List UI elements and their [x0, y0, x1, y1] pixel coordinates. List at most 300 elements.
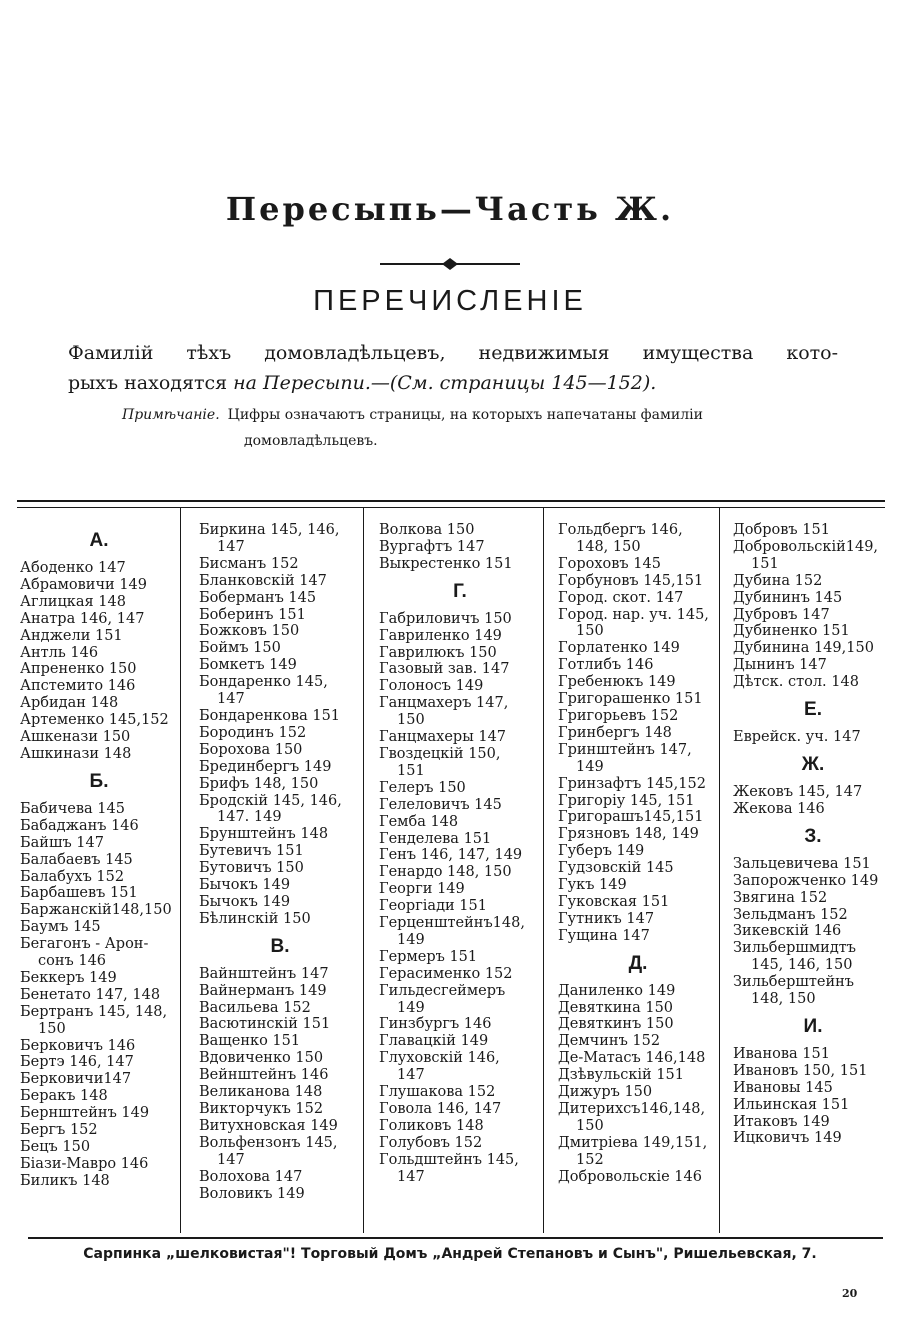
entry-text: Бутевичъ 151 — [199, 843, 304, 860]
entry-text: Вайнштейнъ 147 — [199, 965, 329, 982]
index-entry — [733, 873, 893, 890]
entry-text: Георги 149 — [379, 881, 465, 898]
index-entry — [20, 1054, 178, 1071]
index-entry — [199, 607, 361, 624]
entry-text: Балабаевъ 145 — [20, 851, 133, 868]
index-entry — [558, 1169, 718, 1186]
index-entry — [379, 864, 541, 881]
index-entry — [199, 877, 361, 894]
letter-heading: В. — [270, 935, 290, 957]
entry-continuation: 147 — [217, 538, 245, 555]
entry-text: Гильдесгеймеръ — [379, 982, 506, 999]
entry-text: Гущина 147 — [558, 927, 650, 944]
index-entry — [558, 1084, 718, 1101]
entry-text: Вольфензонъ 145, — [199, 1134, 338, 1151]
index-entry — [379, 1101, 541, 1118]
entry-text: Баумъ 145 — [20, 919, 101, 936]
title-ornament — [380, 258, 520, 270]
entry-text: Дижуръ 150 — [558, 1084, 653, 1101]
index-entry — [733, 539, 893, 573]
index-column-2 — [199, 522, 361, 1202]
index-entry — [558, 573, 718, 590]
entry-text: Ашкенази 150 — [20, 729, 131, 746]
entry-text: Васильева 152 — [199, 999, 311, 1016]
index-entry — [379, 539, 541, 556]
index-entry — [20, 695, 178, 712]
index-entry — [20, 1156, 178, 1173]
index-entry — [558, 843, 718, 860]
intro-line-2-plain: рыхъ находятся — [68, 372, 234, 394]
entry-text: Ивановы 145 — [733, 1079, 833, 1096]
entry-text: Гутникъ 147 — [558, 910, 655, 927]
index-entry — [733, 640, 893, 657]
entry-text: Еврейск. уч. 147 — [733, 729, 861, 746]
entry-text: Берковичъ 146 — [20, 1037, 136, 1054]
entry-text: Біази-Мавро 146 — [20, 1155, 149, 1172]
index-entry — [20, 712, 178, 729]
index-entry — [379, 1152, 541, 1186]
index-entry — [20, 919, 178, 936]
column-divider — [363, 508, 364, 1233]
index-entry — [733, 590, 893, 607]
index-entry — [733, 940, 893, 974]
entry-text: Бегагонъ - Арон- — [20, 936, 149, 953]
entry-text: Гудзовскій 145 — [558, 860, 674, 877]
entry-text: Добровъ 151 — [733, 522, 830, 538]
entry-text: Васютинскій 151 — [199, 1016, 331, 1033]
index-entry — [733, 974, 893, 1008]
entry-text: Брединбергъ 149 — [199, 758, 332, 775]
index-entry — [199, 1101, 361, 1118]
index-entry — [199, 1186, 361, 1203]
index-entry — [199, 894, 361, 911]
index-entry — [379, 1135, 541, 1152]
entry-text: Бродскій 145, 146, — [199, 792, 342, 809]
index-entry — [733, 907, 893, 924]
index-entry — [733, 1114, 893, 1131]
entry-text: Голубовъ 152 — [379, 1134, 483, 1151]
note — [122, 402, 822, 454]
entry-continuation: 149 — [397, 999, 425, 1016]
index-entry — [733, 923, 893, 940]
index-entry — [379, 1016, 541, 1033]
index-entry — [199, 1067, 361, 1084]
entry-text: Гринзафтъ 145,152 — [558, 775, 706, 792]
index-entry — [199, 1169, 361, 1186]
entry-text: Зильбершмидтъ — [733, 940, 856, 957]
index-entry — [379, 746, 541, 780]
index-entry — [199, 776, 361, 793]
entry-text: Зальцевичева 151 — [733, 855, 871, 872]
entry-text: Великанова 148 — [199, 1084, 323, 1101]
entry-text: Дубиненко 151 — [733, 623, 850, 640]
entry-text: Дѣтск. стол. 148 — [733, 674, 859, 691]
note-text-1: Цифры означаютъ страницы, на которыхъ напечатаны фамиліи — [227, 407, 703, 423]
index-entry — [20, 1071, 178, 1088]
page-number: 20 — [842, 1287, 858, 1300]
index-entry — [733, 657, 893, 674]
index-entry — [379, 1050, 541, 1084]
index-entry — [558, 657, 718, 674]
index-entry — [379, 645, 541, 662]
index-entry — [20, 987, 178, 1004]
index-entry — [733, 856, 893, 873]
entry-text: Байшъ 147 — [20, 834, 104, 851]
entry-continuation: 150 — [576, 623, 604, 640]
entry-text: Ганцмахеръ 147, — [379, 695, 509, 712]
entry-text: Ильинская 151 — [733, 1096, 850, 1113]
entry-text: Гаврилюкъ 150 — [379, 644, 497, 661]
entry-text: Гольдбергъ 146, — [558, 522, 683, 538]
index-entry — [558, 1033, 718, 1050]
index-entry — [199, 573, 361, 590]
index-entry — [558, 1000, 718, 1017]
index-entry — [558, 1050, 718, 1067]
entry-text: Боймъ 150 — [199, 640, 281, 657]
entry-text: Гинзбургъ 146 — [379, 1016, 492, 1033]
intro-paragraph — [68, 338, 838, 398]
index-entry — [20, 801, 178, 818]
index-column-3 — [379, 522, 541, 1186]
entry-text: Бернштейнъ 149 — [20, 1105, 150, 1122]
entry-text: Гороховъ 145 — [558, 555, 661, 572]
index-entry — [199, 657, 361, 674]
entry-text: Апстемито 146 — [20, 678, 136, 695]
index-entry — [558, 640, 718, 657]
index-entry — [199, 742, 361, 759]
entry-text: Гольдштейнъ 145, — [379, 1151, 519, 1168]
entry-continuation: 147 — [217, 1151, 245, 1168]
index-entry — [199, 983, 361, 1000]
entry-text: Дмитріева 149,151, — [558, 1134, 708, 1151]
index-entry — [558, 894, 718, 911]
entry-continuation: 150 — [576, 1117, 604, 1134]
entry-text: Город. скот. 147 — [558, 589, 684, 606]
index-entry — [379, 881, 541, 898]
entry-text: Добровольскій149, — [733, 538, 879, 555]
entry-text: Ивановъ 150, 151 — [733, 1062, 868, 1079]
entry-text: Даниленко 149 — [558, 982, 676, 999]
index-entry — [733, 573, 893, 590]
index-entry — [733, 784, 893, 801]
index-entry — [379, 1084, 541, 1101]
entry-text: Анатра 146, 147 — [20, 610, 145, 627]
entry-text: Беракъ 148 — [20, 1088, 108, 1105]
index-entry — [20, 678, 178, 695]
entry-text: Гелеръ 150 — [379, 779, 466, 796]
index-entry — [733, 801, 893, 818]
index-entry — [20, 746, 178, 763]
index-entry — [379, 780, 541, 797]
index-entry — [20, 852, 178, 869]
entry-text: Газовый зав. 147 — [379, 661, 510, 678]
entry-text: Итаковъ 149 — [733, 1113, 830, 1130]
intro-line-2 — [68, 368, 838, 398]
entry-text: Аглицкая 148 — [20, 593, 126, 610]
entry-continuation: 148, 150 — [576, 538, 641, 555]
index-entry — [20, 1004, 178, 1038]
index-entry — [199, 826, 361, 843]
entry-text: Габриловичъ 150 — [379, 610, 512, 627]
index-entry — [379, 661, 541, 678]
index-entry — [379, 814, 541, 831]
index-entry — [199, 1118, 361, 1135]
index-entry — [199, 1016, 361, 1033]
entry-text: Девяткина 150 — [558, 999, 674, 1016]
entry-text: Ицковичъ 149 — [733, 1130, 842, 1147]
entry-continuation: сонъ 146 — [38, 953, 107, 970]
index-entry — [379, 522, 541, 539]
entry-text: Бомкетъ 149 — [199, 657, 297, 674]
index-entry — [199, 1000, 361, 1017]
entry-text: Волохова 147 — [199, 1168, 303, 1185]
index-entry — [20, 869, 178, 886]
index-entry — [379, 695, 541, 729]
index-entry — [199, 966, 361, 983]
index-entry — [733, 522, 893, 539]
entry-text: Боберманъ 145 — [199, 589, 317, 606]
index-entry — [20, 1038, 178, 1055]
entry-text: Де-Матасъ 146,148 — [558, 1050, 706, 1067]
index-entry — [379, 949, 541, 966]
entry-text: Генардо 148, 150 — [379, 864, 512, 881]
ornament-diamond — [442, 258, 458, 270]
index-entry — [199, 1050, 361, 1067]
entry-text: Барбашевъ 151 — [20, 885, 138, 902]
index-entry — [20, 818, 178, 835]
index-entry — [379, 1033, 541, 1050]
top-rule — [17, 500, 885, 508]
entry-text: Георгіади 151 — [379, 898, 487, 915]
index-entry — [558, 1016, 718, 1033]
entry-text: Город. нар. уч. 145, — [558, 606, 709, 623]
entry-text: Демчинъ 152 — [558, 1033, 661, 1050]
entry-text: Волкова 150 — [379, 522, 475, 538]
entry-text: Гринбергъ 148 — [558, 724, 672, 741]
index-entry — [199, 522, 361, 556]
entry-text: Губеръ 149 — [558, 843, 645, 860]
entry-text: Бенетато 147, 148 — [20, 986, 161, 1003]
entry-text: Бычокъ 149 — [199, 877, 291, 894]
letter-heading: И. — [803, 1015, 823, 1037]
index-entry — [558, 776, 718, 793]
index-entry — [20, 645, 178, 662]
entry-continuation: 145, 146, 150 — [751, 957, 853, 974]
index-entry — [558, 809, 718, 826]
index-entry — [558, 556, 718, 573]
letter-heading: Б. — [89, 770, 109, 792]
entry-continuation: 151 — [397, 762, 425, 779]
entry-text: Ващенко 151 — [199, 1033, 301, 1050]
entry-text: Грязновъ 148, 149 — [558, 826, 699, 843]
entry-text: Бабичева 145 — [20, 800, 125, 817]
entry-text: Баржанскій148,150 — [20, 902, 172, 919]
entry-text: Дынинъ 147 — [733, 657, 827, 674]
section-heading: ПЕРЕЧИСЛЕНІЕ — [313, 285, 587, 317]
entry-text: Абоденко 147 — [20, 560, 126, 576]
entry-text: Бородинъ 152 — [199, 724, 307, 741]
entry-continuation: 147 — [397, 1067, 425, 1084]
index-entry — [199, 725, 361, 742]
entry-text: Брифъ 148, 150 — [199, 775, 319, 792]
index-entry — [558, 1101, 718, 1135]
entry-text: Апрененко 150 — [20, 661, 137, 678]
entry-text: Готлибъ 146 — [558, 657, 654, 674]
entry-continuation: 149 — [397, 931, 425, 948]
entry-text: Григорашенко 151 — [558, 691, 703, 708]
entry-text: Беккеръ 149 — [20, 969, 117, 986]
entry-text: Бондаренко 145, — [199, 674, 328, 691]
index-entry — [379, 678, 541, 695]
entry-text: Зикевскій 146 — [733, 923, 842, 940]
index-column-1 — [20, 522, 178, 1190]
index-entry — [20, 885, 178, 902]
index-entry — [733, 607, 893, 624]
entry-text: Божковъ 150 — [199, 623, 300, 640]
index-entry — [379, 729, 541, 746]
entry-text: Глуховскій 146, — [379, 1050, 500, 1067]
entry-continuation: 147 — [217, 691, 245, 708]
index-entry — [733, 729, 893, 746]
entry-text: Бычокъ 149 — [199, 893, 291, 910]
entry-text: Жековъ 145, 147 — [733, 783, 863, 800]
index-entry — [558, 607, 718, 641]
letter-heading: Г. — [453, 580, 467, 602]
index-entry — [199, 911, 361, 928]
index-entry — [558, 860, 718, 877]
entry-text: Звягина 152 — [733, 889, 828, 906]
index-entry — [199, 640, 361, 657]
entry-continuation: 147. 149 — [217, 809, 282, 826]
index-entry — [733, 1130, 893, 1147]
index-entry — [20, 560, 178, 577]
intro-line-1: Фамилій тѣхъ домовладѣльцевъ, недвижимыя имущества кото- — [68, 342, 838, 364]
letter-heading: З. — [804, 825, 822, 847]
index-entry — [558, 793, 718, 810]
entry-text: Жекова 146 — [733, 800, 825, 817]
entry-text: Дубина 152 — [733, 572, 823, 589]
index-entry — [558, 725, 718, 742]
index-entry — [20, 902, 178, 919]
entry-text: Бертэ 146, 147 — [20, 1054, 134, 1071]
letter-heading: А. — [89, 530, 109, 551]
entry-continuation: 152 — [576, 1151, 604, 1168]
index-entry — [20, 1173, 178, 1190]
entry-text: Девяткинъ 150 — [558, 1016, 674, 1033]
index-entry — [199, 623, 361, 640]
index-entry — [558, 674, 718, 691]
index-entry — [558, 522, 718, 556]
entry-text: Гукъ 149 — [558, 877, 627, 894]
index-entry — [199, 843, 361, 860]
entry-text: Анджели 151 — [20, 627, 123, 644]
index-entry — [20, 936, 178, 970]
index-entry — [20, 835, 178, 852]
entry-text: Герценштейнъ148, — [379, 915, 525, 932]
page-title: Пересыпь—Часть Ж. — [225, 190, 675, 228]
letter-heading: Ж. — [801, 753, 825, 775]
index-entry — [733, 890, 893, 907]
index-entry — [379, 831, 541, 848]
entry-text: Бецъ 150 — [20, 1139, 91, 1155]
entry-text: Григоріу 145, 151 — [558, 792, 695, 809]
letter-heading: Е. — [804, 699, 822, 721]
entry-text: Генделева 151 — [379, 830, 492, 847]
entry-continuation: 151 — [751, 555, 779, 572]
entry-text: Биликъ 148 — [20, 1172, 110, 1189]
index-entry — [558, 708, 718, 725]
entry-text: Бабаджанъ 146 — [20, 817, 139, 834]
note-label: Примѣчаніе. — [122, 407, 220, 423]
entry-text: Говола 146, 147 — [379, 1101, 502, 1117]
entry-text: Берковичи147 — [20, 1071, 132, 1088]
column-divider — [180, 508, 181, 1233]
index-entry — [199, 674, 361, 708]
entry-text: Бутовичъ 150 — [199, 860, 304, 877]
entry-text: Горбуновъ 145,151 — [558, 572, 704, 589]
entry-text: Гавриленко 149 — [379, 627, 502, 644]
index-entry — [379, 1118, 541, 1135]
entry-text: Григорашъ145,151 — [558, 809, 704, 826]
entry-text: Зельдманъ 152 — [733, 906, 848, 923]
entry-text: Артеменко 145,152 — [20, 712, 169, 729]
entry-text: Вдовиченко 150 — [199, 1050, 324, 1067]
index-entry — [20, 611, 178, 628]
entry-continuation: 150 — [38, 1020, 66, 1037]
entry-text: Витухновская 149 — [199, 1117, 338, 1134]
entry-text: Гелеловичъ 145 — [379, 796, 502, 813]
index-entry — [20, 1122, 178, 1139]
entry-text: Дубровъ 147 — [733, 606, 830, 623]
entry-text: Бергъ 152 — [20, 1122, 98, 1139]
entry-text: Бондаренкова 151 — [199, 707, 341, 724]
intro-line-2-italic: на Пересыпи.—(См. страницы 145—152). — [233, 372, 657, 394]
index-entry — [558, 928, 718, 945]
entry-continuation: 149 — [576, 758, 604, 775]
index-entry — [199, 556, 361, 573]
index-entry — [20, 970, 178, 987]
entry-text: Вургафтъ 147 — [379, 538, 485, 555]
index-entry — [733, 1080, 893, 1097]
entry-text: Гуковская 151 — [558, 893, 670, 910]
footer-advertisement: Сарпинка „шелковистая"! Торговый Домъ „Андрей Степановъ и Сынъ", Ришельевская, 7. — [83, 1246, 817, 1262]
index-entry — [20, 1088, 178, 1105]
letter-heading: Д. — [628, 952, 648, 974]
index-entry — [379, 556, 541, 573]
entry-text: Дубинина 149,150 — [733, 640, 874, 657]
index-entry — [558, 1135, 718, 1169]
index-entry — [379, 966, 541, 983]
index-entry — [379, 628, 541, 645]
index-column-4 — [558, 522, 718, 1186]
index-entry — [199, 1135, 361, 1169]
index-entry — [20, 661, 178, 678]
entry-text: Зильберштейнъ — [733, 974, 855, 991]
entry-text: Гринштейнъ 147, — [558, 741, 692, 758]
index-entry — [379, 611, 541, 628]
entry-text: Дитерихсъ146,148, — [558, 1101, 706, 1117]
index-entry — [733, 623, 893, 640]
entry-text: Иванова 151 — [733, 1045, 830, 1062]
index-entry — [20, 729, 178, 746]
index-entry — [558, 590, 718, 607]
entry-text: Голиковъ 148 — [379, 1117, 484, 1134]
entry-text: Запорожченко 149 — [733, 872, 879, 889]
index-entry — [733, 1063, 893, 1080]
entry-text: Горлатенко 149 — [558, 640, 680, 657]
index-entry — [733, 1097, 893, 1114]
entry-continuation: 147 — [397, 1168, 425, 1185]
